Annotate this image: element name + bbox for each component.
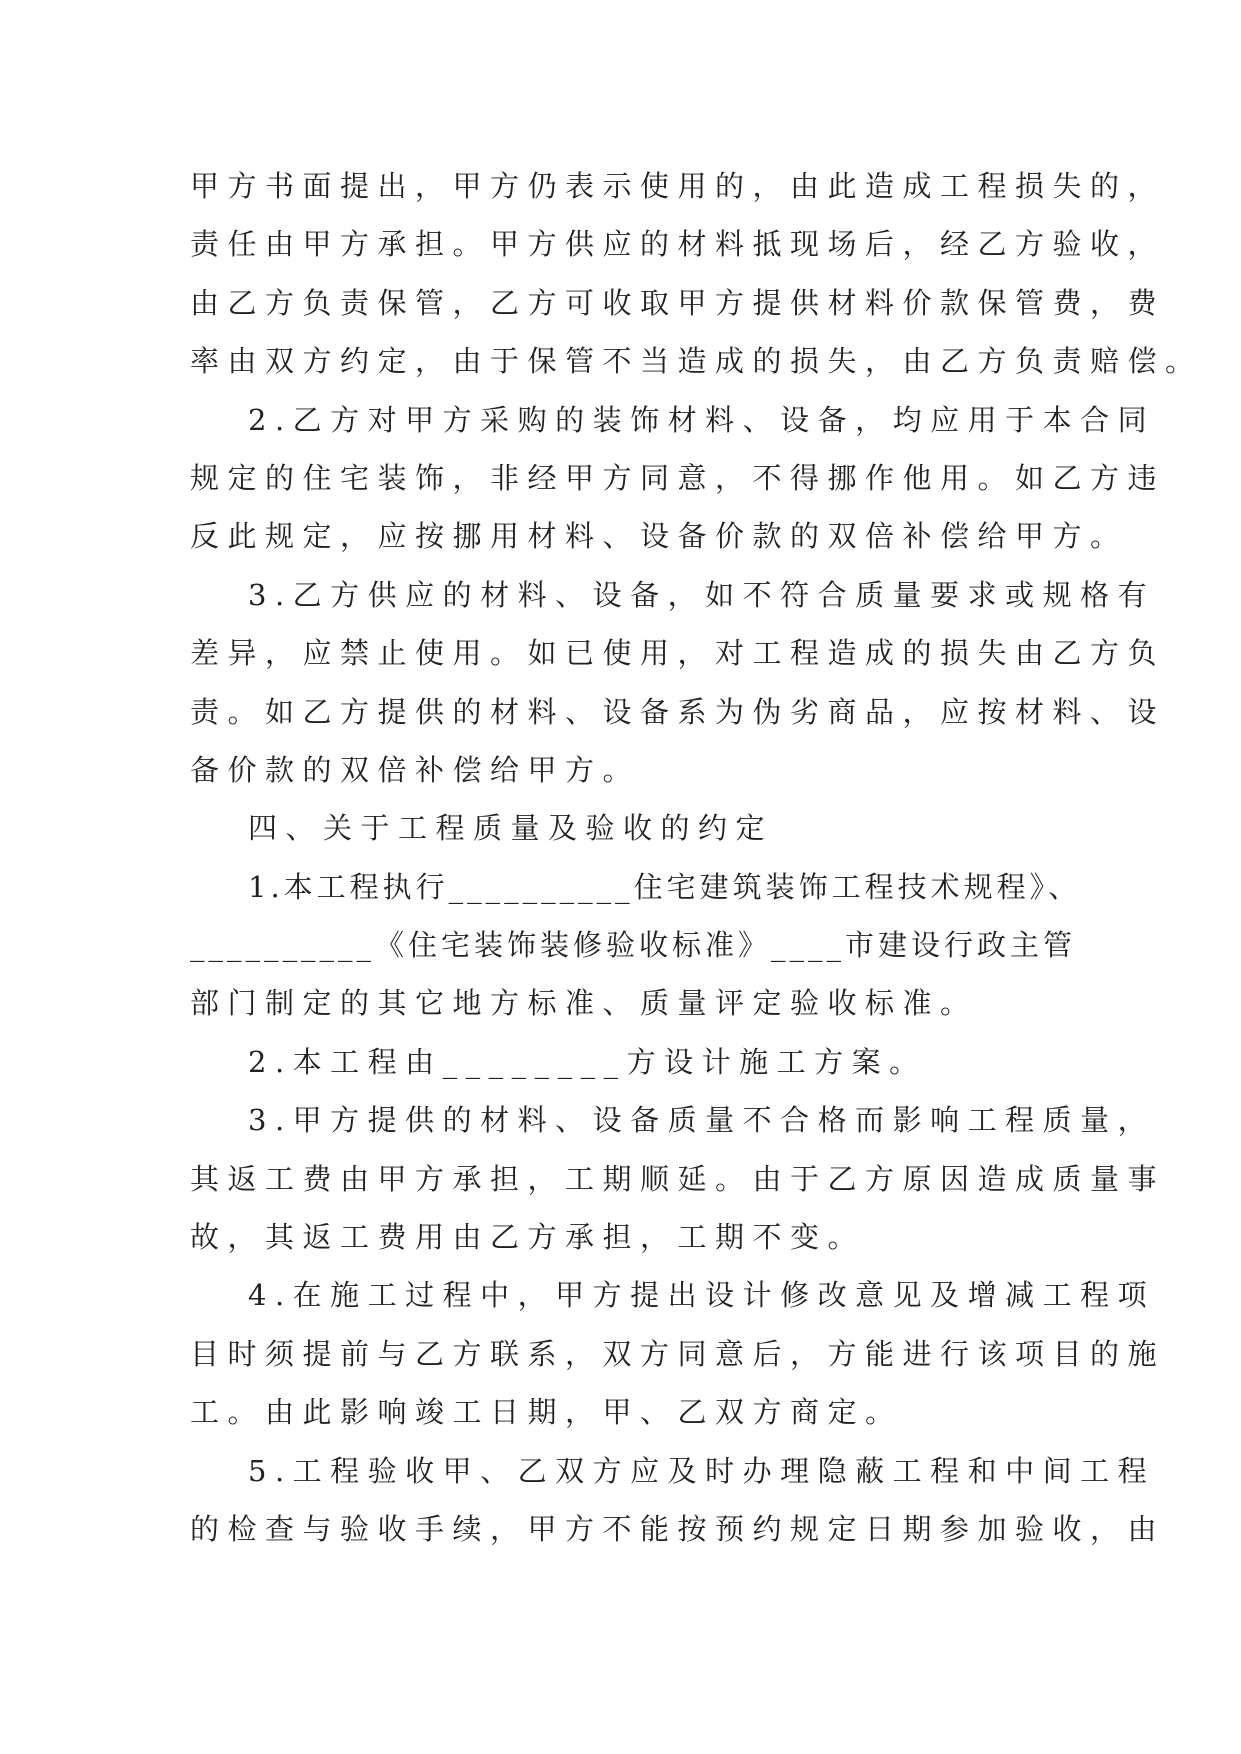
clause-3-line: 3.甲方提供的材料、设备质量不合格而影响工程质量， [248,1103,1156,1138]
text-line: 甲方书面提出，甲方仍表示使用的，由此造成工程损失的， [190,169,1166,203]
text-line: 率由双方约定，由于保管不当造成的损失，由乙方负责赔偿。 [190,344,1203,379]
clause-4-line: 4.在施工过程中，甲方提出设计修改意见及增减工程项 [248,1278,1156,1313]
text-line: 目时须提前与乙方联系，双方同意后，方能进行该项目的施 [190,1336,1166,1371]
text-line: 的检查与验收手续，甲方不能按预约规定日期参加验收，由 [190,1511,1166,1546]
text-line: 故，其返工费用由乙方承担，工期不变。 [190,1220,866,1255]
clause-2-line: 2.本工程由________方设计施工方案。 [248,1044,927,1079]
text-line: 反此规定，应按挪用材料、设备价款的双倍补偿给甲方。 [190,519,1128,554]
clause-5-line: 5.工程验收甲、乙双方应及时办理隐蔽工程和中间工程 [248,1453,1156,1488]
text-line: 其返工费由甲方承担，工期顺延。由于乙方原因造成质量事 [190,1161,1166,1196]
text-line: 工。由此影响竣工日期，甲、乙双方商定。 [190,1395,903,1430]
text-line: 差异，应禁止使用。如已使用，对工程造成的损失由乙方负 [190,636,1166,671]
section-heading: 四、关于工程质量及验收的约定 [248,811,774,846]
text-line: 部门制定的其它地方标准、质量评定验收标准。 [190,986,978,1021]
clause-2-line: 2.乙方对甲方采购的装饰材料、设备，均应用于本合同 [248,402,1156,437]
text-line: 责任由甲方承担。甲方供应的材料抵现场后，经乙方验收， [190,227,1166,262]
text-line: __________《住宅装饰装修验收标准》____市建设行政主管 [190,928,1077,963]
text-line: 规定的住宅装饰，非经甲方同意，不得挪作他用。如乙方违 [190,460,1166,495]
text-line: 由乙方负责保管，乙方可收取甲方提供材料价款保管费，费 [190,285,1166,320]
clause-1-line: 1.本工程执行__________住宅建筑装饰工程技术规程》、 [248,869,1082,904]
clause-3-line: 3.乙方供应的材料、设备，如不符合质量要求或规格有 [248,577,1156,612]
text-line: 责。如乙方提供的材料、设备系为伪劣商品，应按材料、设 [190,694,1166,729]
text-line: 备价款的双倍补偿给甲方。 [190,752,641,787]
contract-body-text [190,157,1203,1558]
